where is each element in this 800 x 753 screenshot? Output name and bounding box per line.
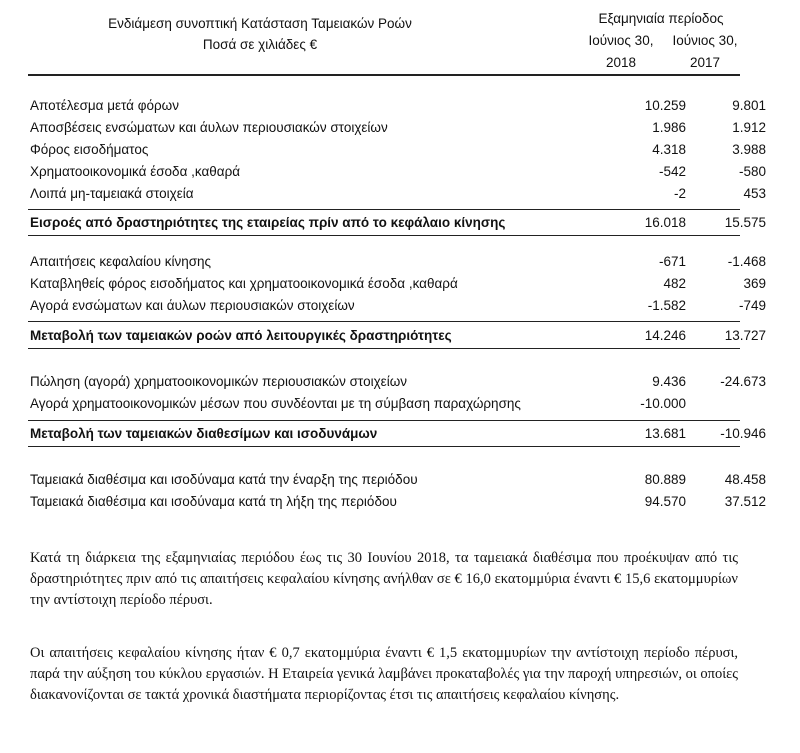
value-2017: -10.946 [720, 426, 766, 441]
row-label: Χρηματοοικονομικά έσοδα ,καθαρά [30, 164, 241, 179]
value-2018: 94.570 [644, 494, 686, 509]
value-2017: 15.575 [724, 215, 766, 230]
row-label: Αγορά χρηματοοικονομικών μέσων που συνδέονται με τη σύμβαση παραχώρησης [30, 396, 521, 411]
subtotal-divider [28, 446, 740, 447]
table-row [30, 394, 740, 414]
subtotal-row [30, 213, 766, 233]
row-label: Λοιπά μη-ταμειακά στοιχεία [30, 186, 194, 201]
value-2017: -24.673 [720, 374, 766, 389]
value-2018: 10.259 [644, 98, 686, 113]
row-label: Πώληση (αγορά) χρηματοοικονομικών περιουσιακών στοιχείων [30, 374, 407, 389]
value-2018: -671 [658, 254, 686, 269]
row-label: Εισροές από δραστηριότητες της εταιρείας πρίν από το κεφάλαιο κίνησης [30, 215, 506, 230]
subtotal-divider [28, 209, 740, 210]
value-2018: -1.582 [647, 298, 686, 313]
header-divider [28, 74, 740, 76]
value-2017: 13.727 [724, 328, 766, 343]
statement-title: Ενδιάμεση συνοπτική Κατάσταση Ταμειακών Ροών [108, 16, 412, 31]
value-2018: 4.318 [652, 142, 686, 157]
value-2018: 1.986 [652, 120, 686, 135]
col-2018-header-year: 2018 [605, 55, 637, 70]
value-2018: 80.889 [644, 472, 686, 487]
subtotal-row [30, 424, 766, 444]
value-2018: 16.018 [644, 215, 686, 230]
row-label: Μεταβολή των ταμειακών ροών από λειτουργικές δραστηριότητες [30, 328, 452, 343]
row-label: Αποσβέσεις ενσώματων και άυλων περιουσιακών στοιχείων [30, 120, 388, 135]
subtotal-divider [28, 348, 740, 349]
table-row [30, 296, 766, 316]
table-row [30, 118, 766, 138]
value-2017: 3.988 [732, 142, 766, 157]
table-row [30, 162, 766, 182]
table-row [30, 274, 766, 294]
value-2018: 13.681 [644, 426, 686, 441]
commentary-paragraph: Οι απαιτήσεις κεφαλαίου κίνησης ήταν € 0,7 εκατομμύρια έναντι € 1,5 εκατομμυρίων την αντίστοιχη περίοδο πέρυσι, παρά την αύξηση του κύκλου εργασιών. Η Εταιρεία γενικά λαμβάνει προκαταβολές για την παροχή υπηρεσιών, οι οποίες διακανονίζονται σε τακτά χρονικά διαστήματα περιορίζοντας έτσι τις απαιτήσεις κεφαλαίου κίνησης. [30, 645, 738, 703]
table-row [30, 96, 766, 116]
table-row [30, 492, 766, 512]
amounts-unit-note: Ποσά σε χιλιάδες € [202, 37, 318, 52]
value-2017: 37.512 [724, 494, 766, 509]
row-label: Ταμειακά διαθέσιμα και ισοδύναμα κατά την έναρξη της περιόδου [30, 472, 418, 487]
row-label: Απαιτήσεις κεφαλαίου κίνησης [30, 254, 212, 269]
value-2018: -542 [658, 164, 686, 179]
col-2018-header-line1: Ιούνιος 30, [588, 33, 654, 48]
row-label: Αγορά ενσώματων και άυλων περιουσιακών στοιχείων [30, 298, 355, 313]
value-2018: -10.000 [640, 396, 686, 411]
subtotal-divider [28, 321, 740, 322]
row-label: Ταμειακά διαθέσιμα και ισοδύναμα κατά τη λήξη της περιόδου [30, 494, 397, 509]
table-row [30, 470, 766, 490]
value-2018: 14.246 [644, 328, 686, 343]
commentary-paragraph: Κατά τη διάρκεια της εξαμηνιαίας περιόδου έως τις 30 Ιουνίου 2018, τα ταμειακά διαθέσιμα που προέκυψαν από τις δραστηριότητες πριν από τις απαιτήσεις κεφαλαίου κίνησης ανήλθαν σε € 16,0 εκατομμύρια έναντι € 15,6 εκατομμυρίων την αντίστοιχη περίοδο πέρυσι. [30, 550, 738, 608]
row-label: Μεταβολή των ταμειακών διαθεσίμων και ισοδυνάμων [30, 426, 378, 441]
table-row [30, 140, 766, 160]
value-2017: 369 [743, 276, 766, 291]
subtotal-row [30, 326, 766, 346]
table-row [30, 184, 766, 204]
row-label: Αποτέλεσμα μετά φόρων [30, 98, 179, 113]
table-row [30, 372, 766, 392]
value-2017: 48.458 [724, 472, 766, 487]
table-row [30, 252, 766, 272]
value-2017: 9.801 [732, 98, 766, 113]
value-2018: 482 [663, 276, 686, 291]
value-2017: -749 [738, 298, 766, 313]
col-2017-header-year: 2017 [689, 55, 721, 70]
value-2018: -2 [673, 186, 686, 201]
value-2017: 453 [743, 186, 766, 201]
value-2017: -1.468 [727, 254, 766, 269]
row-label: Καταβληθείς φόρος εισοδήματος και χρηματοοικονομικά έσοδα ,καθαρά [30, 276, 458, 291]
value-2017: -580 [738, 164, 766, 179]
col-2017-header-line1: Ιούνιος 30, [672, 33, 738, 48]
subtotal-divider [28, 420, 740, 421]
value-2017: 1.912 [732, 120, 766, 135]
value-2018: 9.436 [652, 374, 686, 389]
row-label: Φόρος εισοδήματος [30, 142, 149, 157]
subtotal-divider [28, 235, 740, 236]
period-header: Εξαμηνιαία περίοδος [598, 11, 724, 26]
